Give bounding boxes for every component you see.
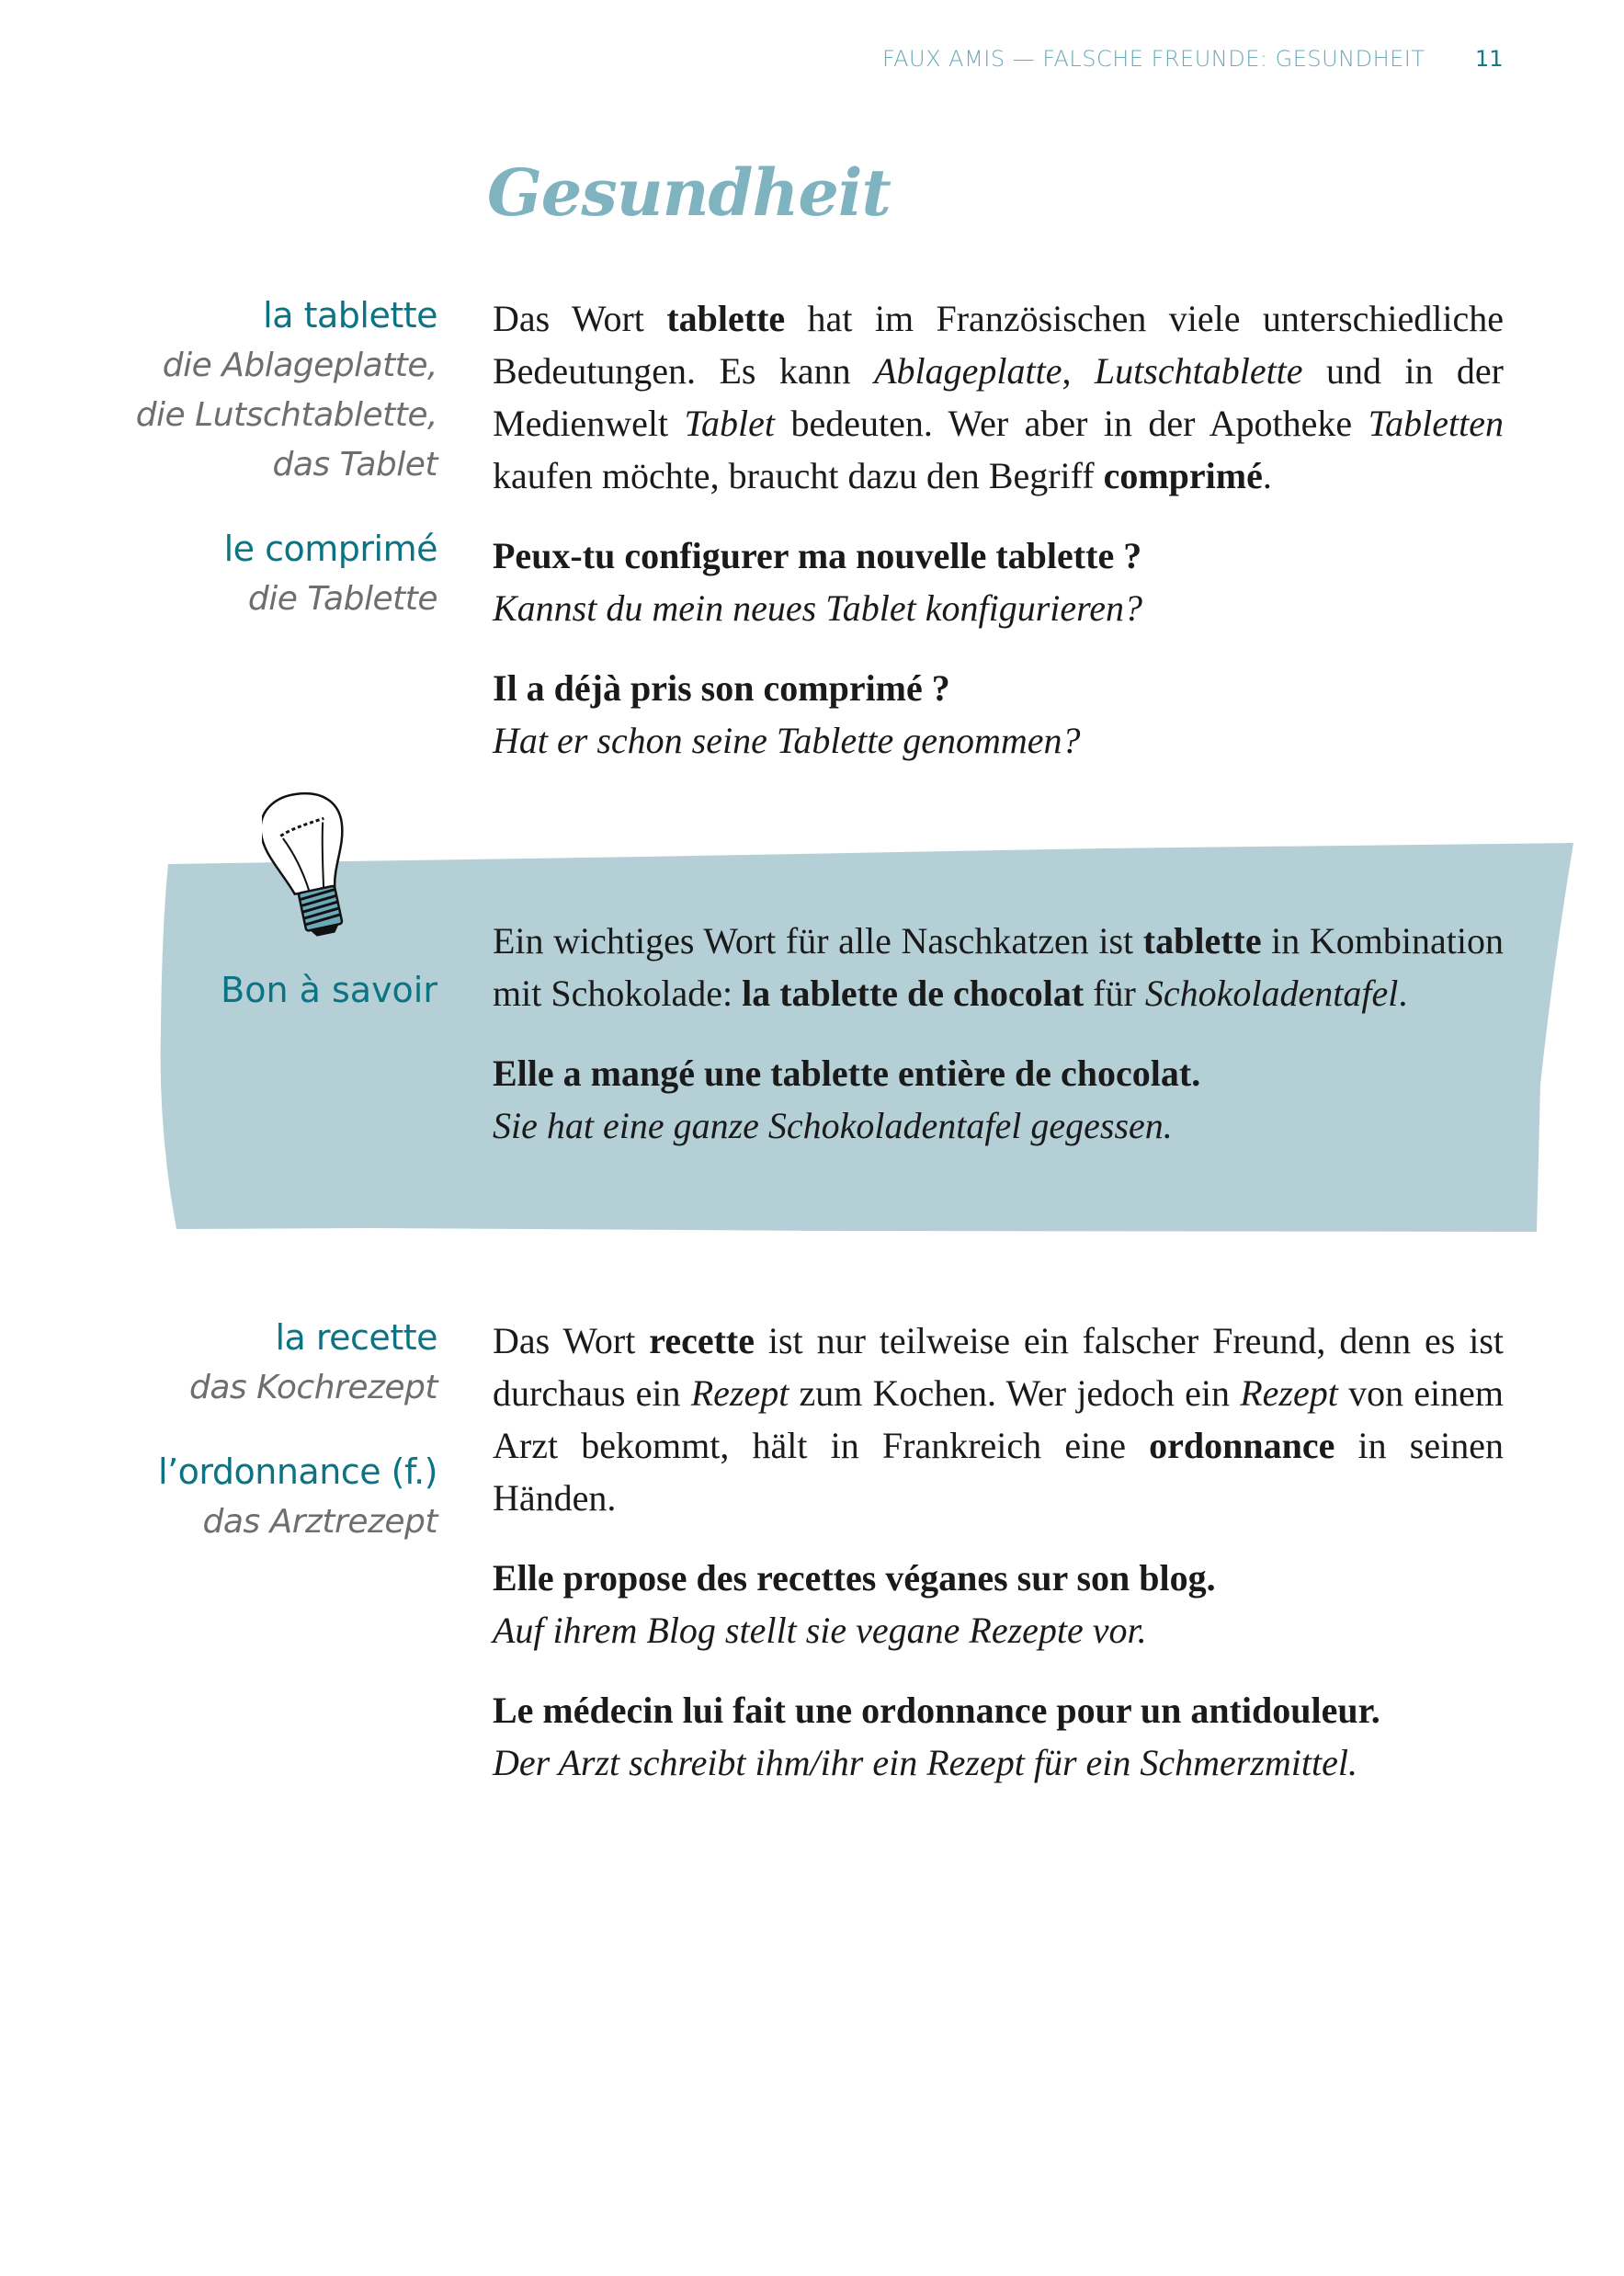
paragraph (493, 915, 1504, 1019)
example-french: Peux-tu configurer ma nouvelle tablette ? (493, 535, 1142, 576)
gloss-meaning: das Arztrezept (202, 1503, 437, 1541)
gloss-term: la recette (275, 1317, 437, 1358)
example-french: Le médecin lui fait une ordonnance pour un antidouleur. (493, 1690, 1380, 1731)
gloss-term: la tablette (263, 295, 437, 336)
example-german: Kannst du mein neues Tablet konfigurieren? (493, 587, 1142, 629)
emphasis-bold: recette (649, 1320, 755, 1361)
example-german: Sie hat eine ganze Schokoladentafel gegessen. (493, 1105, 1173, 1146)
tip-box-body (493, 915, 1504, 1152)
emphasis-bold: ordonnance (1149, 1425, 1335, 1466)
page-number: 11 (1475, 46, 1504, 72)
text-run: . (1398, 973, 1408, 1014)
gloss-term: l’ordonnance (f.) (158, 1451, 437, 1492)
gloss-meaning: das Tablet (272, 446, 437, 484)
text-run: kaufen möchte, braucht dazu den Begriff (493, 455, 1104, 496)
text-run: Das Wort (493, 298, 667, 339)
emphasis-italic: Rezept (690, 1372, 789, 1414)
emphasis-italic: Lutschtablette (1094, 350, 1303, 392)
emphasis-bold: tablette (666, 298, 786, 339)
gloss-term: le comprimé (223, 529, 437, 569)
example (493, 1552, 1504, 1656)
example-german: Der Arzt schreibt ihm/ihr ein Rezept für ein Schmerzmittel. (493, 1742, 1357, 1783)
example (493, 1047, 1504, 1152)
running-header: FAUX AMIS — FALSCHE FREUNDE: GESUNDHEIT (882, 46, 1425, 72)
paragraph (493, 1314, 1504, 1524)
gloss-meaning: die Tablette (247, 580, 437, 618)
example-german: Hat er schon seine Tablette genommen? (493, 720, 1081, 761)
text-run: und in der Medienwelt (493, 350, 1504, 444)
emphasis-bold: comprimé (1103, 455, 1263, 496)
text-run: bedeuten. Wer aber in der Apotheke (775, 403, 1368, 444)
text-run: in seinen Händen. (493, 1425, 1504, 1519)
gloss-column-2 (110, 1312, 437, 1547)
section-2-body (493, 1314, 1504, 1789)
example-french: Il a déjà pris son comprimé ? (493, 667, 950, 709)
emphasis-italic: Schokoladentafel (1144, 973, 1399, 1014)
emphasis-italic: Tabletten (1368, 403, 1505, 444)
text-run: . (1262, 455, 1272, 496)
emphasis-italic: Ablageplatte (874, 350, 1062, 392)
text-run: hat im Französischen viele unterschiedliche Bedeutungen. Es kann (493, 298, 1505, 392)
example-french: Elle a mangé une tablette entière de chocolat. (493, 1053, 1201, 1094)
emphasis-bold: tablette (1142, 920, 1262, 962)
example-german: Auf ihrem Blog stellt sie vegane Rezepte vor. (493, 1610, 1147, 1651)
tip-box-label: Bon à savoir (221, 970, 437, 1010)
text-run: Ein wichtiges Wort für alle Naschkatzen ist (493, 920, 1143, 962)
gloss-meaning: das Kochrezept (188, 1369, 437, 1406)
example (493, 1684, 1504, 1789)
gloss-meaning: die Ablageplatte, (162, 347, 437, 384)
text-run: für (1084, 973, 1145, 1014)
text-run: zum Kochen. Wer jedoch ein (789, 1372, 1241, 1414)
emphasis-italic: Tablet (684, 403, 776, 444)
page-title: Gesundheit (487, 154, 891, 231)
emphasis-bold: la tablette de chocolat (742, 973, 1085, 1014)
text-run: ist nur teilweise ein falscher Freund, denn es ist durchaus ein (493, 1320, 1505, 1414)
lightbulb-icon (262, 789, 363, 945)
text-run: , (1062, 350, 1095, 392)
example-french: Elle propose des recettes véganes sur son blog. (493, 1557, 1216, 1599)
emphasis-italic: Rezept (1240, 1372, 1338, 1414)
text-run: in Kombination mit Schokolade: (493, 920, 1504, 1014)
text-run: Das Wort (493, 1320, 650, 1361)
gloss-meaning: die Lutschtablette, (135, 396, 437, 434)
text-run: von einem Arzt bekommt, hält in Frankreich eine (493, 1372, 1505, 1466)
